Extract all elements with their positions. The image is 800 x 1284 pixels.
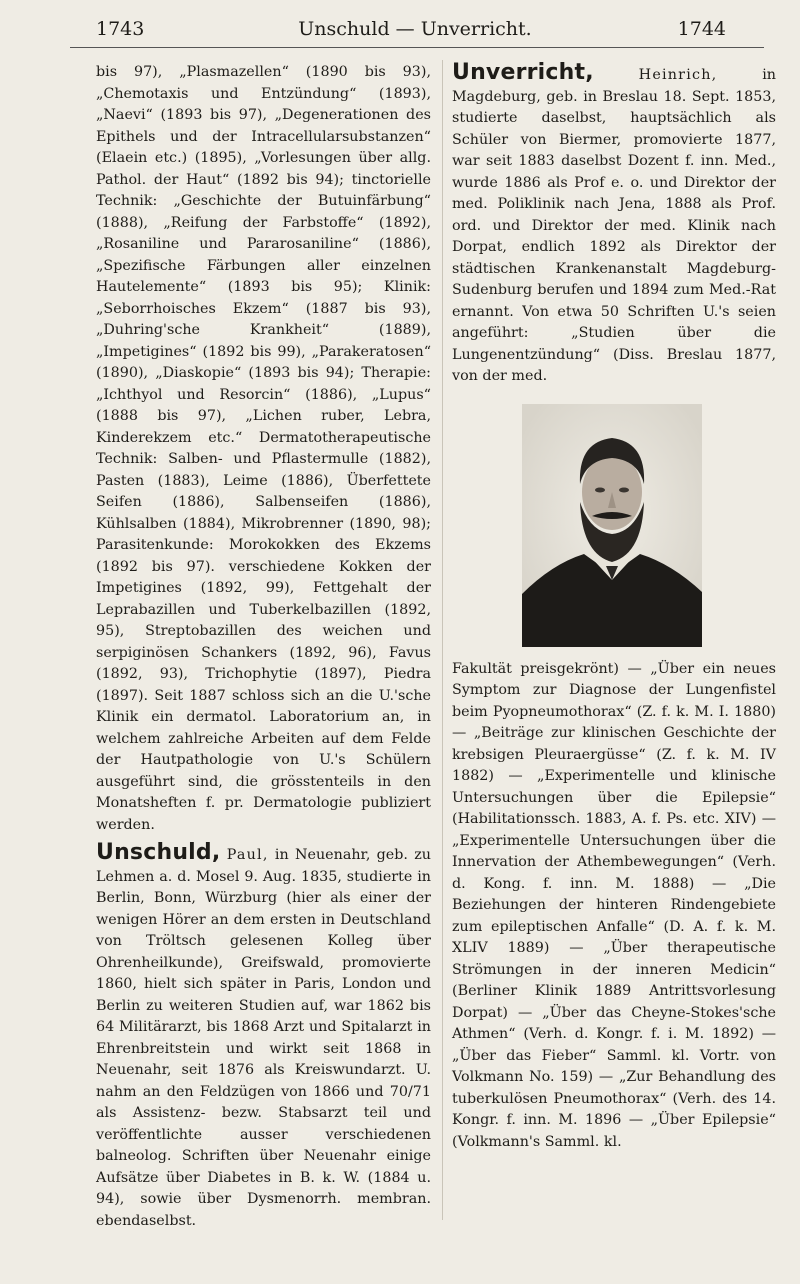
unverricht-works: Fakultät preisgekrönt) — „Über ein neues Symptom zur Diagnose der Lungenfistel beim Pyopneumothorax“ (Z. f. k. M. I. 1880) — „Beiträge zur klinischen Geschichte der krebsigen Pleuraergüsse“ (Z. f. k. M. IV 1882) — „Experimentelle und klinische Untersuchungen über die Epilepsie“ (Habilitationssch. 1883, A. f. Ps. etc. XIV) — „Experimentelle Untersuchungen über die Innervation der Athembewegungen“ (Verh. d. Kong. f. inn. M. 1888) — „Die Beziehungen der hinteren Rindengebiete zum epileptischen Anfalle“ (D. A. f. k. M. XLIV 1889) — „Über therapeutische Strömungen in der inneren Medicin“ (Berliner Klinik 1889 Antrittsvorlesung Dorpat) — „Über das Cheyne-Stokes'sche Athmen“ (Verh. d. Kongr. f. i. M. 1892) — „Über das Fieber“ Samml. kl. Vortr. von Volkmann No. 159) — „Zur Behandlung des tuberkulösen Pneumothorax“ (Verh. des 14. Kongr. f. inn. M. 1896 — „Über Epilepsie“ (Volkmann's Samml. kl. [452,660,776,1150]
right-page-number: 1744 [677,18,726,40]
left-column [96,62,431,1232]
running-title: Unschuld — Unverricht. [298,18,532,40]
column-divider [442,60,443,1220]
right-column [452,62,776,1153]
left-page-number: 1743 [96,18,145,40]
unverricht-headword: Unverricht, [452,60,594,85]
unverricht-entry [452,62,776,388]
running-header [66,14,764,44]
unverricht-first-name: Heinrich, [638,67,718,83]
unna-entry-continuation: bis 97), „Plasmazellen“ (1890 bis 93), „Chemotaxis und Entzündung“ (1893), „Naevi“ (1893 bis 97), „Degenerationen des Epithels und der Intracellularsubstanzen“ (Elaein etc.) (1895), „Vorlesungen über allg. Pathol. der Haut“ (1892 bis 94); tinctorielle Technik: „Geschichte der Butuinfärbung“ (1888), „Reifung der Farbstoffe“ (1892), „Rosaniline und Pararosaniline“ (1886), „Spezifische Färbungen aller einzelnen Hautelemente“ (1893 bis 95); Klinik: „Seborrhoisches Ekzem“ (1887 bis 93), „Duhring'sche Krankheit“ (1889), „Impetigines“ (1892 bis 99), „Parakeratosen“ (1890), „Diaskopie“ (1893 bis 94); Therapie: „Ichthyol und Resorcin“ (1886), „Lupus“ (1888 bis 97), „Lichen ruber, Lebra, Kinderekzem etc.“ Dermatotherapeutische Technik: Salben- und Pflastermulle (1882), Pasten (1883), Leime (1886), Überfettete Seifen (1886), Salbenseifen (1886), Kühlsalben (1884), Mikrobrenner (1890, 98); Parasitenkunde: Morokokken des Ekzems (1892 bis 97). verschiedene Kokken der Impetigines (1892, 99), Fettgehalt der Leprabazillen und Tuberkelbazillen (1892, 95), Streptobazillen des weichen und serpiginösen Schankers (1892, 96), Favus (1892, 93), Trichophytie (1897), Piedra (1897). Seit 1887 schloss sich an die U.'sche Klinik ein dermatol. Laboratorium an, in welchem zahlreiche Arbeiten auf dem Felde der Hautpathologie von U.'s Schülern ausgeführt sind, die grösstenteils in den Monatsheften f. pr. Dermatologie publiziert werden. [96,64,431,833]
unschuld-biography: in Neuenahr, geb. zu Lehmen a. d. Mosel 9. Aug. 1835, studierte in Berlin, Bonn, Würzburg (hier als einer der wenigen Hörer an dem ersten in Deutschland von Tröltsch gelesenen Kolleg über Ohrenheilkunde), Greifswald, promovierte 1860, hielt sich später in Paris, London und Berlin zu weiteren Studien auf, war 1862 bis 64 Militärarzt, bis 1868 Arzt und Spitalarzt in Ehrenbreitstein und wirkt seit 1868 in Neuenahr, seit 1876 als Kreiswundarzt. U. nahm an den Feldzügen von 1866 und 70/71 als Assistenz- bezw. Stabsarzt teil und veröffentlichte ausser verschiedenen balneolog. Schriften über Neuenahr einige Aufsätze über Diabetes in B. k. W. (1884 u. 94), sowie über Dysmenorrh. membran. ebendaselbst. [96,847,432,1229]
unschuld-entry [96,842,431,1232]
header-rule [70,47,764,48]
portrait-photo-icon [522,404,702,647]
unschuld-first-name: Paul, [226,847,269,863]
unverricht-biography: in Magdeburg, geb. in Breslau 18. Sept. 1853, studierte daselbst, hauptsächlich als Schüler von Biermer, promovierte 1877, war seit 1883 daselbst Dozent f. inn. Med., wurde 1886 als Prof e. o. und Direktor der med. Poliklinik nach Jena, 1888 als Prof. ord. und Direktor der med. Klinik nach Dorpat, endlich 1892 als Direktor der städtischen Krankenanstalt Magdeburg-Sudenburg berufen und 1894 zum Med.-Rat ernannt. Von etwa 50 Schriften U.'s seien angeführt: „Studien über die Lungenentzündung“ (Diss. Breslau 1877, von der med. [452,67,776,384]
unschuld-headword: Unschuld, [96,840,221,865]
